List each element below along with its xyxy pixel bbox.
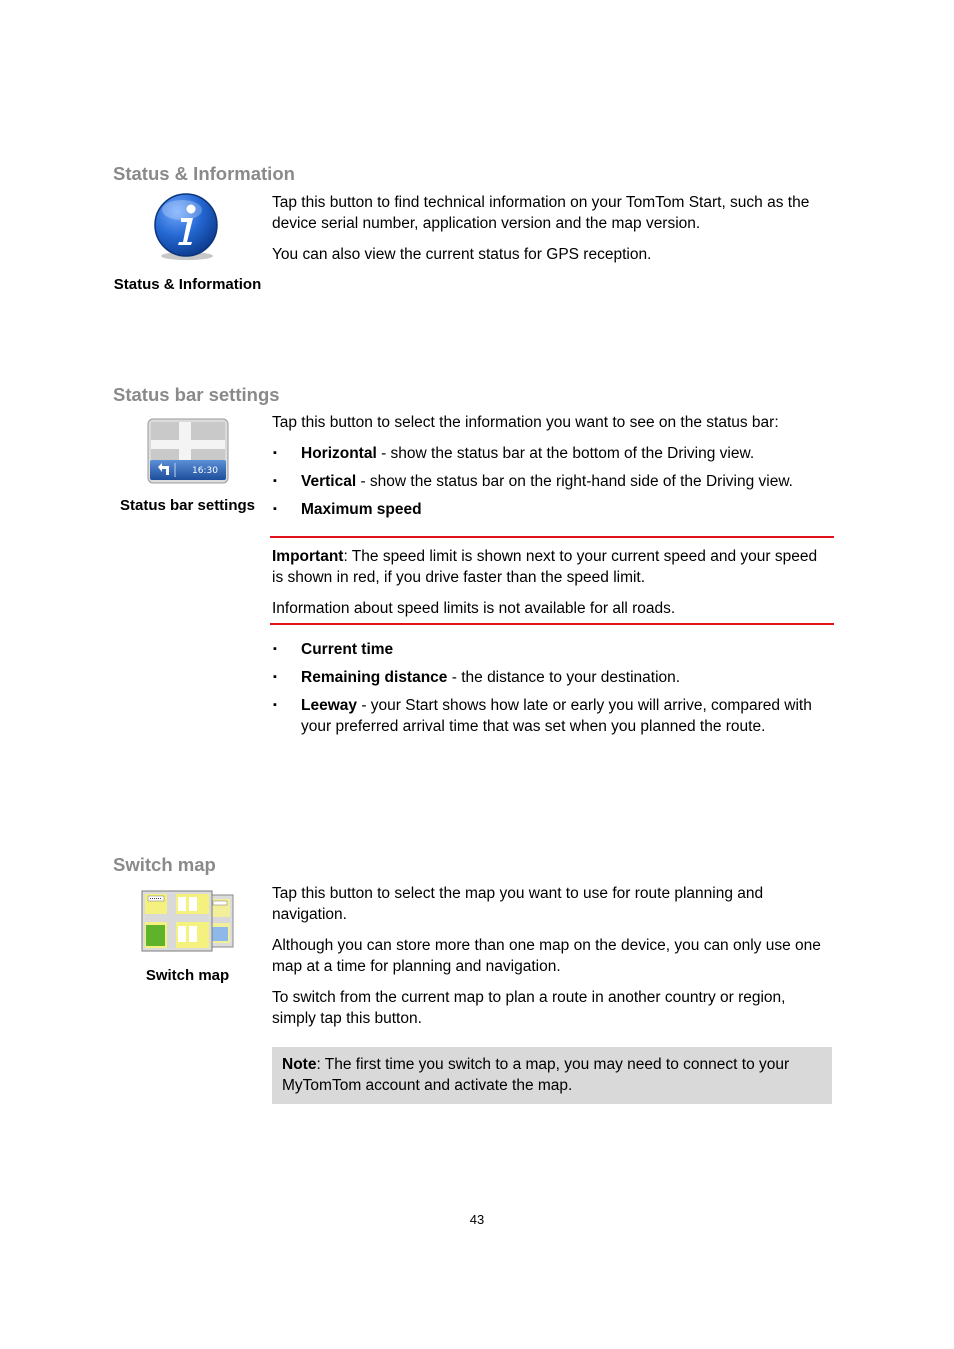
paragraph: Information about speed limits is not available for all roads. xyxy=(272,600,676,617)
list-item: ▪ Leeway - your Start shows how late or early you will arrive, compared with your preferred arrival time that was set when you planned the route. xyxy=(273,697,812,735)
section-heading-switch-map: Switch map xyxy=(113,854,216,875)
list-item: ▪ Horizontal - show the status bar at the bottom of the Driving view. xyxy=(273,445,755,462)
paragraph: Tap this button to select the information you want to see on the status bar: xyxy=(272,414,779,431)
section-heading-status-bar-settings: Status bar settings xyxy=(113,384,280,405)
paragraph: Although you can store more than one map on the device, you can only use one map at a time for planning and navigation. xyxy=(272,937,821,975)
section-heading-status-information: Status & Information xyxy=(113,163,295,184)
bullet-list xyxy=(272,639,832,737)
paragraph: To switch from the current map to plan a route in another country or region, simply tap this button. xyxy=(272,989,786,1027)
paragraph: You can also view the current status for GPS reception. xyxy=(272,246,652,263)
status-bar-icon[interactable] xyxy=(147,418,229,486)
icon-label-status-bar-settings: Status bar settings xyxy=(119,497,256,514)
paragraph: Tap this button to find technical information on your TomTom Start, such as the device serial number, application version and the map version. xyxy=(272,194,810,232)
list-item: ▪ Remaining distance - the distance to your destination. xyxy=(273,669,681,686)
page-number: 43 xyxy=(469,1212,485,1227)
icon-label-switch-map: Switch map xyxy=(145,967,230,984)
status-bar-body xyxy=(272,412,832,744)
list-item: ▪ Current time xyxy=(273,641,394,658)
paragraph: Important: The speed limit is shown next to your current speed and your speed is shown in red, if you drive faster than the speed limit. xyxy=(272,548,818,586)
list-item: ▪ Maximum speed xyxy=(273,501,422,518)
paragraph: Tap this button to select the map you want to use for route planning and navigation. xyxy=(272,885,764,923)
list-item: ▪ Vertical - show the status bar on the right-hand side of the Driving view. xyxy=(273,473,793,490)
icon-label-status-information: Status & Information xyxy=(113,276,262,293)
status-information-body xyxy=(272,192,832,275)
status-bar-icon-time: 16:30 xyxy=(192,466,218,476)
switch-map-body xyxy=(272,883,832,1104)
important-callout xyxy=(270,536,834,625)
info-icon[interactable] xyxy=(152,192,222,262)
note-callout: Note: The first time you switch to a map, you may need to connect to your MyTomTom account and activate the map. xyxy=(272,1047,832,1104)
bullet-list xyxy=(272,443,832,520)
switch-map-icon[interactable] xyxy=(141,889,235,953)
